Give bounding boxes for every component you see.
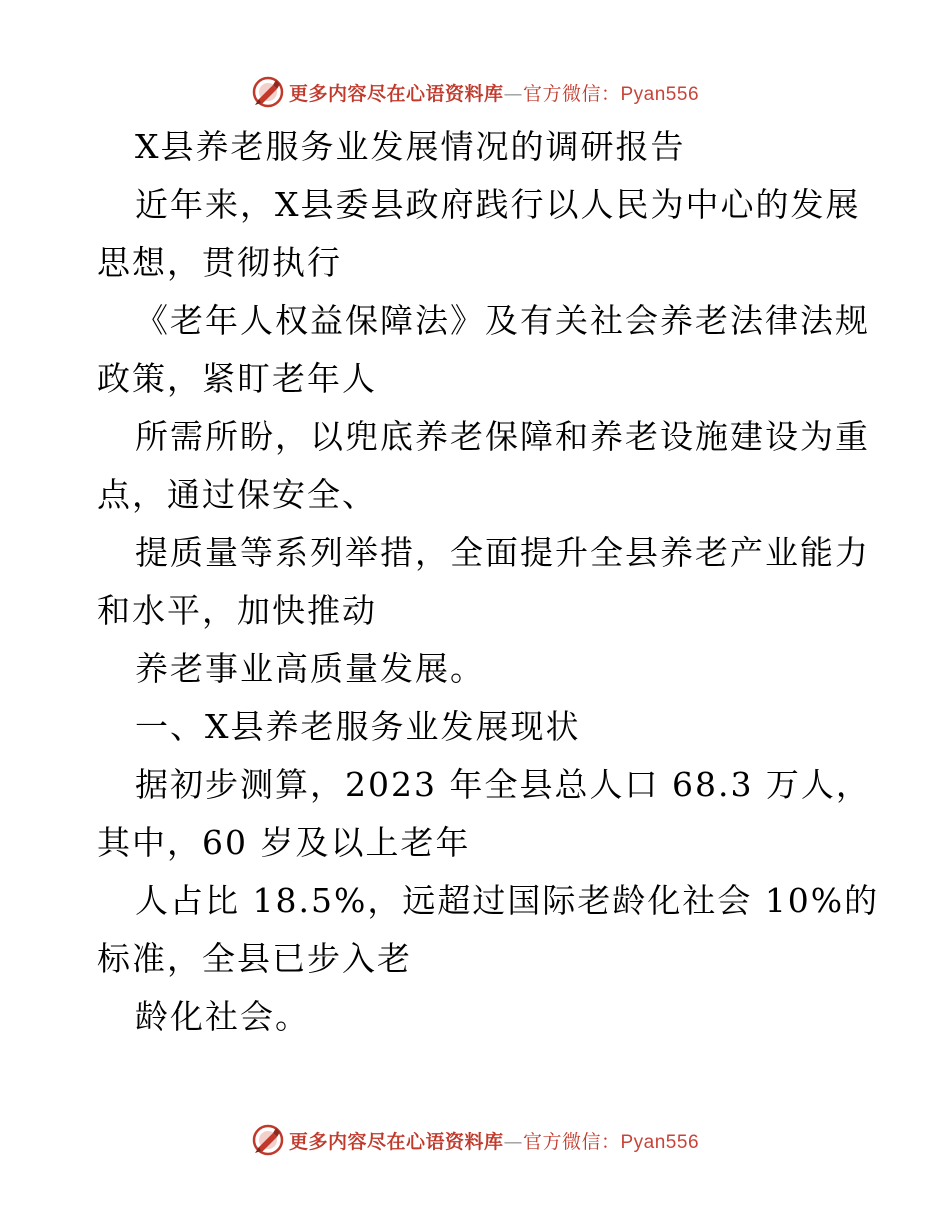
paragraph-line: 提质量等系列举措，全面提升全县养老产业能力	[135, 533, 870, 572]
document-title: X县养老服务业发展情况的调研报告	[135, 127, 686, 166]
header-banner	[0, 72, 950, 112]
paragraph-line: 养老事业高质量发展。	[135, 649, 485, 688]
footer-banner-content	[251, 1123, 699, 1157]
banner-wechat-id: Pyan556	[620, 83, 700, 105]
banner-text	[289, 1127, 699, 1154]
banner-wechat-id: Pyan556	[620, 1131, 700, 1153]
paragraph-line: 人占比 18.5%，远超过国际老龄化社会 10%的	[135, 881, 880, 920]
banner-main-text: 更多内容尽在心语资料库	[288, 82, 504, 105]
paragraph-line: 标准，全县已步入老	[97, 939, 412, 978]
paragraph-line: 点，通过保安全、	[97, 475, 377, 514]
banner-dash: —	[503, 1130, 523, 1153]
paragraph-line: 近年来，X县委县政府践行以人民为中心的发展	[135, 185, 861, 224]
document-body	[97, 118, 880, 1046]
pen-logo-icon	[251, 1123, 285, 1157]
banner-dash: —	[503, 82, 523, 105]
banner-text	[289, 79, 699, 106]
paragraph-line: 其中，60 岁及以上老年	[97, 823, 471, 862]
paragraph-line: 《老年人权益保障法》及有关社会养老法律法规	[135, 301, 870, 340]
banner-sub-text: 官方微信：	[522, 1130, 621, 1153]
footer-banner	[0, 1120, 950, 1160]
paragraph-line: 所需所盼，以兜底养老保障和养老设施建设为重	[135, 417, 870, 456]
section-heading: 一、X县养老服务业发展现状	[135, 707, 581, 746]
paragraph-line: 据初步测算，2023 年全县总人口 68.3 万人，	[135, 765, 871, 804]
banner-sub-text: 官方微信：	[522, 82, 621, 105]
pen-logo-icon	[251, 75, 285, 109]
header-banner-content	[251, 75, 699, 109]
paragraph-line: 龄化社会。	[135, 997, 310, 1036]
paragraph-line: 政策，紧盯老年人	[97, 359, 377, 398]
paragraph-line: 和水平，加快推动	[97, 591, 377, 630]
paragraph-line: 思想，贯彻执行	[97, 243, 342, 282]
banner-main-text: 更多内容尽在心语资料库	[288, 1130, 504, 1153]
